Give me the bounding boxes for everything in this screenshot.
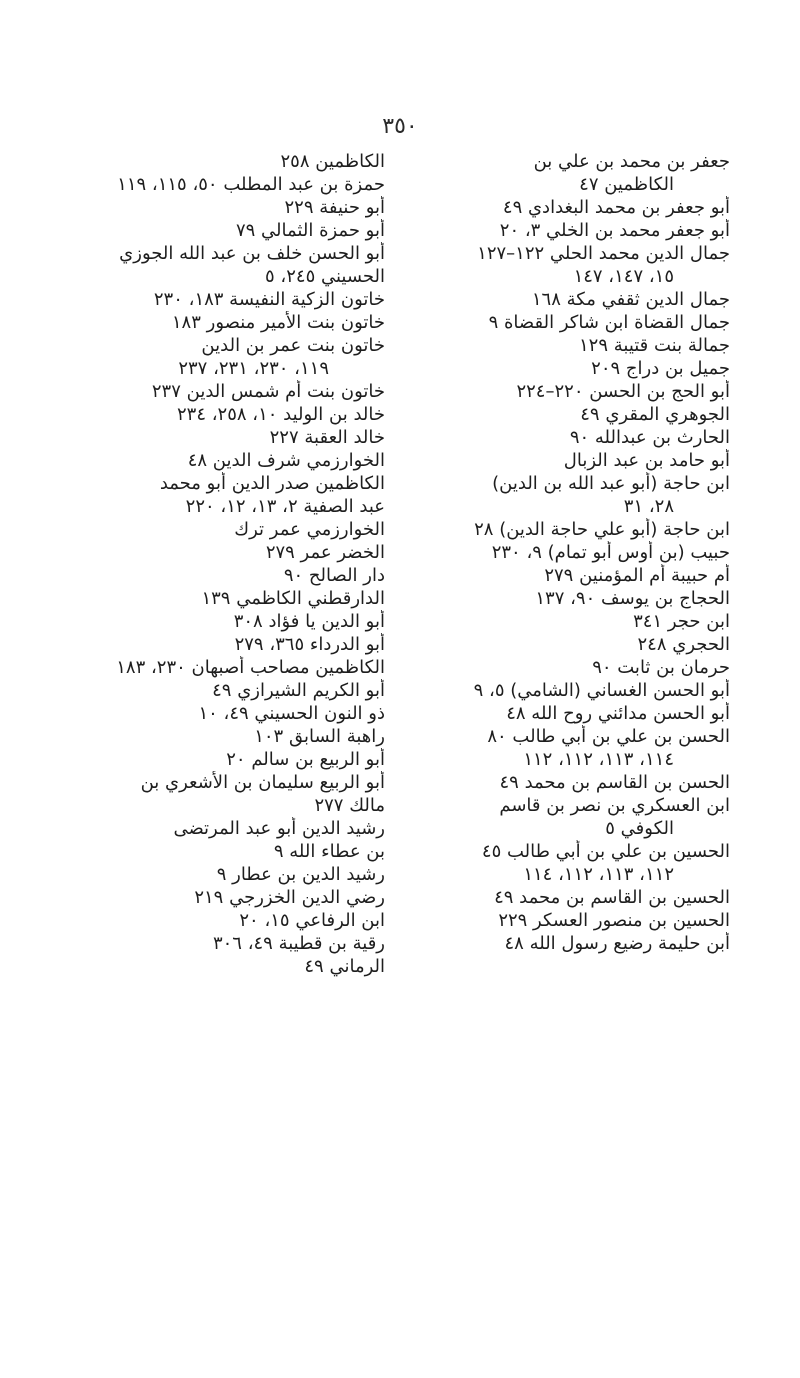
index-entry: خاتون بنت أم شمس الدين ٢٣٧ — [151, 381, 385, 402]
index-entry: أبو الربيع سليمان بن الأشعري بن — [140, 772, 385, 793]
index-entry: رشيد الدين أبو عبد المرتضى — [173, 818, 385, 839]
index-entry: بن عطاء الله ٩ — [273, 841, 385, 862]
index-column-right — [415, 150, 730, 1350]
index-entry: الكاظمين صدر الدين أبو محمد — [159, 473, 385, 494]
index-entry: جميل بن دراج ٢٠٩ — [591, 358, 730, 379]
index-entry: أبن حليمة رضيع رسول الله ٤٨ — [504, 933, 730, 954]
index-entry: أبو حامد بن عبد الزبال — [563, 450, 730, 471]
index-entry: خالد العقبة ٢٢٧ — [269, 427, 385, 448]
index-entry: الحجري ٢٤٨ — [637, 634, 730, 655]
index-entry: عبد الصفية ٢، ١٣، ١٢، ٢٢٠ — [185, 496, 385, 517]
index-column-left — [70, 150, 385, 1350]
index-entry: أبو الحج بن الحسن ٢٢٠–٢٢٤ — [516, 381, 730, 402]
index-entry: أبو الربيع بن سالم ٢٠ — [226, 749, 385, 770]
index-entry: الرماني ٤٩ — [304, 956, 385, 977]
index-entry: جمال الدين محمد الحلي ١٢٢–١٢٧ — [477, 243, 730, 264]
index-entry: الحسن بن القاسم بن محمد ٤٩ — [499, 772, 730, 793]
index-entry: الحسين بن منصور العسكر ٢٢٩ — [498, 910, 730, 931]
index-entry: خالد بن الوليد ١٠، ٢٥٨، ٢٣٤ — [176, 404, 385, 425]
index-entry: الخوارزمي عمر ترك — [234, 519, 385, 540]
index-entry: دار الصالح ٩٠ — [283, 565, 385, 586]
index-entry: خاتون بنت عمر بن الدين — [201, 335, 385, 356]
index-entry: أبو الكريم الشيرازي ٤٩ — [212, 680, 385, 701]
index-entry: جمالة بنت قتيبة ١٢٩ — [579, 335, 730, 356]
index-entry: ابن حاجة (أبو عبد الله بن الدين) — [492, 473, 730, 494]
index-entry: أبو حنيفة ٢٢٩ — [284, 197, 385, 218]
index-entry: خاتون بنت الأمير منصور ١٨٣ — [171, 312, 385, 333]
index-entry: الخضر عمر ٢٧٩ — [265, 542, 385, 563]
index-entry: الحجاج بن يوسف ٩٠، ١٣٧ — [535, 588, 730, 609]
index-entry: ٢٨، ٣١ — [623, 496, 674, 517]
index-entry: ابن العسكري بن نصر بن قاسم — [499, 795, 730, 816]
index-entry: ١٥، ١٤٧، ١٤٧ — [573, 266, 674, 287]
index-entry: الحسيني ٢٤٥، ٥ — [265, 266, 385, 287]
index-entry: الحسن بن علي بن أبي طالب ٨٠ — [487, 726, 730, 747]
index-entry: الحسين بن علي بن أبي طالب ٤٥ — [481, 841, 730, 862]
index-entry: أبو حمزة الثمالي ٧٩ — [235, 220, 385, 241]
index-entry: الكاظمين مصاحب أصبهان ٢٣٠، ١٨٣ — [116, 657, 385, 678]
index-entry: رضي الدين الخزرجي ٢١٩ — [194, 887, 385, 908]
index-entry: الحارث بن عبدالله ٩٠ — [569, 427, 730, 448]
index-entry: حبيب (بن أوس أبو تمام) ٩، ٢٣٠ — [491, 542, 730, 563]
index-body — [70, 150, 730, 1350]
index-entry: حرمان بن ثابت ٩٠ — [592, 657, 730, 678]
index-entry: الجوهري المقري ٤٩ — [580, 404, 730, 425]
index-entry: أبو الحسن الغساني (الشامي) ٥، ٩ — [473, 680, 730, 701]
index-entry: ١١٢، ١١٣، ١١٢، ١١٤ — [523, 864, 674, 885]
index-entry: جمال القضاة ابن شاكر القضاة ٩ — [488, 312, 730, 333]
index-entry: أبو الدرداء ٣٦٥، ٢٧٩ — [234, 634, 385, 655]
index-entry: الكاظمين ٢٥٨ — [280, 151, 385, 172]
index-entry: أبو الحسن مدائني روح الله ٤٨ — [506, 703, 730, 724]
index-entry: أبو جعفر محمد بن الخلي ٣، ٢٠ — [499, 220, 730, 241]
index-entry: الخوارزمي شرف الدين ٤٨ — [187, 450, 385, 471]
index-entry: حمزة بن عبد المطلب ٥٠، ١١٥، ١١٩ — [117, 174, 385, 195]
index-entry: أبو الدين يا فؤاد ٣٠٨ — [233, 611, 385, 632]
index-entry: ذو النون الحسيني ٤٩، ١٠ — [198, 703, 385, 724]
index-entry: راهبة السابق ١٠٣ — [254, 726, 385, 747]
index-entry: أم حبيبة أم المؤمنين ٢٧٩ — [544, 565, 730, 586]
index-entry: ١١٤، ١١٣، ١١٢، ١١٢ — [523, 749, 674, 770]
index-entry: الكاظمين ٤٧ — [579, 174, 674, 195]
index-entry: جعفر بن محمد بن علي بن — [533, 151, 730, 172]
index-entry: ابن حجر ٣٤١ — [633, 611, 730, 632]
index-entry: رشيد الدين بن عطار ٩ — [216, 864, 385, 885]
index-entry: رقية بن قطيبة ٤٩، ٣٠٦ — [212, 933, 385, 954]
index-entry: خاتون الزكية النفيسة ١٨٣، ٢٣٠ — [153, 289, 385, 310]
index-entry: الحسين بن القاسم بن محمد ٤٩ — [494, 887, 730, 908]
page-number: ٣٥٠ — [382, 114, 418, 139]
index-entry: جمال الدين ثقفي مكة ١٦٨ — [531, 289, 730, 310]
index-entry: ابن الرفاعي ١٥، ٢٠ — [239, 910, 385, 931]
index-entry: ١١٩، ٢٣٠، ٢٣١، ٢٣٧ — [178, 358, 329, 379]
index-entry: أبو الحسن خلف بن عبد الله الجوزي — [119, 243, 385, 264]
index-entry: الدارقطني الكاظمي ١٣٩ — [201, 588, 385, 609]
index-entry: الكوفي ٥ — [605, 818, 674, 839]
index-entry: أبو جعفر بن محمد البغدادي ٤٩ — [502, 197, 730, 218]
index-entry: ابن حاجة (أبو علي حاجة الدين) ٢٨ — [474, 519, 730, 540]
index-entry: مالك ٢٧٧ — [314, 795, 385, 816]
